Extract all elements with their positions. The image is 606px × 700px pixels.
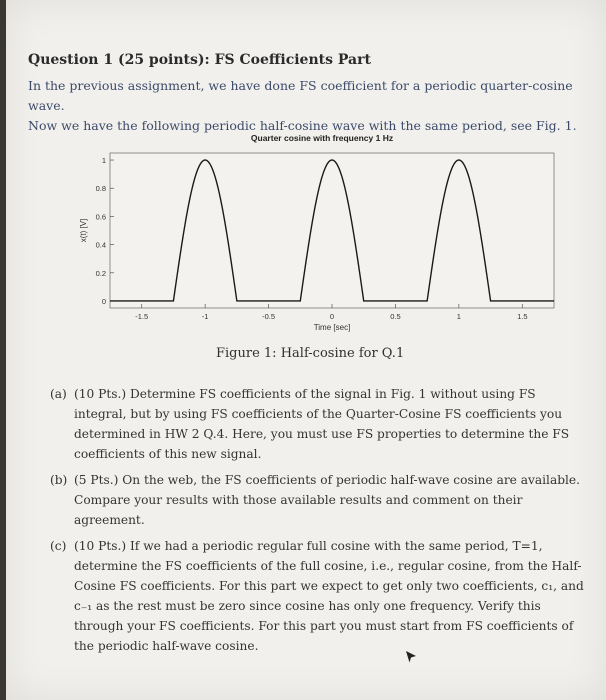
y-tick-label: 0.6 xyxy=(95,212,106,222)
y-axis-label: x(t) [V] xyxy=(79,218,88,243)
mouse-cursor-icon xyxy=(404,650,418,664)
chart-title: Quarter cosine with frequency 1 Hz xyxy=(250,133,394,143)
x-tick-label: 1.5 xyxy=(517,312,528,321)
y-tick-label: 0.4 xyxy=(95,240,106,250)
part-b-text: (5 Pts.) On the web, the FS coefficients of periodic half-wave cosine are available. Compare your results with those available results and comment on their agreement. xyxy=(74,473,581,527)
half-cosine-figure xyxy=(76,128,566,340)
x-tick-label: -0.5 xyxy=(262,312,276,321)
figure-caption: Figure 1: Half-cosine for Q.1 xyxy=(216,346,405,361)
intro-line-1: In the previous assignment, we have done FS coefficient for a periodic quarter-cosine wave. xyxy=(28,78,573,113)
x-tick-label: 1 xyxy=(456,312,461,321)
part-c-label: (c) xyxy=(50,539,67,553)
part-a-label: (a) xyxy=(50,387,67,401)
x-axis-label: Time [sec] xyxy=(313,323,351,332)
part-a-text: (10 Pts.) Determine FS coefficients of the signal in Fig. 1 without using FS integral, but by using FS coefficients of the Quarter-Cosine FS coefficients you determined in HW 2 Q.4. Here, you must use FS properties to determine the FS coefficients of this new signal. xyxy=(74,387,570,461)
chart-svg xyxy=(76,128,566,340)
y-tick-label: 0 xyxy=(101,296,106,306)
x-tick-label: 0.5 xyxy=(390,312,401,321)
x-tick-label: -1 xyxy=(201,312,209,321)
part-c xyxy=(50,536,586,656)
document-page xyxy=(6,0,606,700)
intro-line-2: Now we have the following periodic half-cosine wave with the same period, see Fig. 1. xyxy=(28,118,577,133)
part-b-label: (b) xyxy=(50,473,68,487)
question-title: Question 1 (25 points): FS Coefficients Part xyxy=(28,52,371,68)
part-c-text: (10 Pts.) If we had a periodic regular full cosine with the same period, T=1, determine the FS coefficients of the full cosine, i.e., regular cosine, from the Half-Cosine FS coefficients. For this part we expect to get only two coefficients, c₁, and c₋₁ as the rest must be zero since cosine has only one frequency. Verify this through your FS coefficients. For this part you must start from FS coefficients of the periodic half-wave cosine. xyxy=(74,539,584,653)
y-tick-label: 1 xyxy=(101,156,106,166)
question-intro xyxy=(28,76,588,136)
question-parts xyxy=(50,384,586,662)
x-tick-label: -1.5 xyxy=(135,312,149,321)
y-tick-label: 0.2 xyxy=(95,268,106,278)
part-a xyxy=(50,384,586,464)
plot-area xyxy=(110,153,554,308)
y-tick-label: 0.8 xyxy=(95,184,106,194)
part-b xyxy=(50,470,586,530)
x-tick-label: 0 xyxy=(329,312,335,321)
